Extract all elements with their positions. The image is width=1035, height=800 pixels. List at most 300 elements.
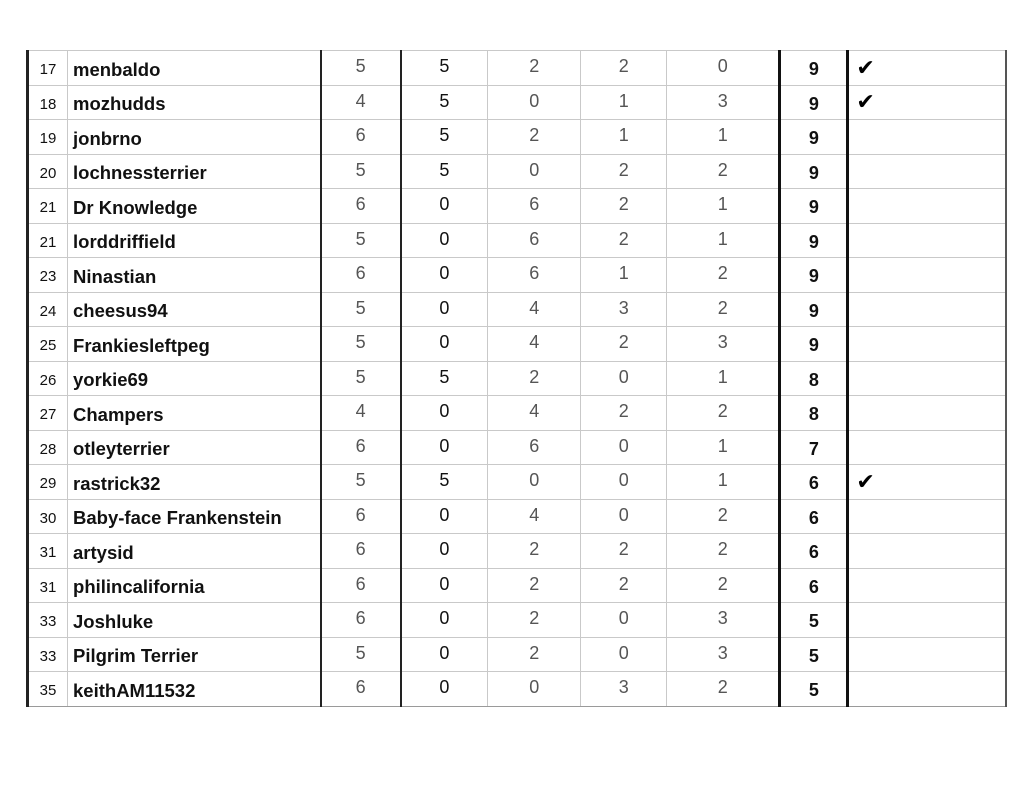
total-points-cell-text: 6 — [808, 473, 819, 494]
score-cell-1-text: 5 — [355, 366, 366, 387]
player-name-cell-text: artysid — [73, 541, 134, 563]
score-cell-3-text: 6 — [529, 228, 540, 249]
score-cell-4 — [581, 637, 667, 672]
player-name-cell — [68, 568, 321, 603]
position-cell — [28, 223, 68, 258]
score-cell-1-text: 6 — [355, 573, 366, 594]
score-cell-2 — [401, 637, 488, 672]
score-cell-3-text: 2 — [529, 56, 540, 77]
table-row — [28, 396, 1007, 431]
score-cell-5-text: 1 — [717, 366, 728, 387]
score-cell-2 — [401, 396, 488, 431]
player-name-cell — [68, 603, 321, 638]
score-cell-2 — [401, 499, 488, 534]
position-cell-text: 20 — [39, 164, 57, 182]
table-row — [28, 361, 1007, 396]
score-cell-2-text: 0 — [439, 435, 450, 456]
total-points-cell — [780, 258, 848, 293]
total-points-cell-text: 5 — [808, 611, 819, 632]
score-cell-3 — [488, 603, 581, 638]
table-row — [28, 154, 1007, 189]
table-row — [28, 568, 1007, 603]
score-cell-4-text: 2 — [618, 228, 629, 249]
score-cell-1-text: 4 — [355, 401, 366, 422]
position-cell — [28, 637, 68, 672]
score-cell-5 — [667, 258, 780, 293]
checkmark-icon: ✔ — [856, 89, 875, 115]
score-cell-4 — [581, 292, 667, 327]
total-points-cell-text: 9 — [808, 231, 819, 252]
score-cell-2-text: 0 — [439, 642, 450, 663]
total-points-cell-text: 9 — [808, 300, 819, 321]
table-row — [28, 603, 1007, 638]
score-cell-1 — [321, 499, 401, 534]
score-cell-2 — [401, 120, 488, 155]
score-cell-5-text: 0 — [717, 56, 728, 77]
position-cell-text: 31 — [39, 544, 57, 562]
score-cell-4-text: 0 — [618, 642, 629, 663]
table-row — [28, 292, 1007, 327]
score-cell-1-text: 5 — [355, 470, 366, 491]
score-cell-4 — [581, 396, 667, 431]
player-name-cell-text: Dr Knowledge — [73, 196, 198, 218]
player-name-cell — [68, 361, 321, 396]
score-cell-1 — [321, 568, 401, 603]
position-cell — [28, 258, 68, 293]
score-cell-1-text: 6 — [355, 263, 366, 284]
score-cell-2-text: 5 — [439, 159, 450, 180]
score-cell-2-text: 5 — [439, 125, 450, 146]
table-row — [28, 189, 1007, 224]
checkmark-cell — [848, 189, 1006, 224]
position-cell-text: 28 — [39, 440, 57, 458]
checkmark-icon: ✔ — [856, 468, 875, 494]
score-cell-2 — [401, 223, 488, 258]
position-cell-text: 29 — [39, 475, 57, 493]
score-cell-2 — [401, 327, 488, 362]
score-cell-1-text: 5 — [355, 228, 366, 249]
checkmark-cell — [848, 465, 1006, 500]
total-points-cell-text: 9 — [808, 59, 819, 80]
score-cell-4 — [581, 603, 667, 638]
table-row — [28, 499, 1007, 534]
score-cell-2-text: 0 — [439, 401, 450, 422]
player-name-cell — [68, 120, 321, 155]
score-cell-1 — [321, 534, 401, 569]
position-cell-text: 21 — [39, 233, 57, 251]
score-cell-1-text: 5 — [355, 159, 366, 180]
player-name-cell-text: Ninastian — [73, 265, 157, 287]
position-cell-text: 18 — [39, 95, 57, 113]
score-cell-1-text: 6 — [355, 608, 366, 629]
score-cell-4 — [581, 189, 667, 224]
player-name-cell-text: otleyterrier — [73, 438, 170, 460]
score-cell-4-text: 2 — [618, 56, 629, 77]
table-row — [28, 327, 1007, 362]
score-cell-5-text: 2 — [717, 504, 728, 525]
score-cell-4 — [581, 120, 667, 155]
score-cell-3 — [488, 361, 581, 396]
score-cell-3 — [488, 85, 581, 120]
table-row — [28, 430, 1007, 465]
score-cell-2-text: 5 — [439, 90, 450, 111]
position-cell-text: 27 — [39, 406, 57, 424]
player-name-cell-text: lochnessterrier — [73, 162, 207, 184]
score-cell-3-text: 6 — [529, 194, 540, 215]
score-cell-3-text: 2 — [529, 539, 540, 560]
position-cell — [28, 51, 68, 86]
total-points-cell — [780, 120, 848, 155]
score-cell-3-text: 4 — [529, 504, 540, 525]
score-cell-4-text: 0 — [618, 608, 629, 629]
checkmark-cell — [848, 223, 1006, 258]
player-name-cell-text: philincalifornia — [73, 576, 205, 598]
score-cell-1 — [321, 223, 401, 258]
score-cell-3 — [488, 223, 581, 258]
score-cell-5-text: 2 — [717, 539, 728, 560]
score-cell-1 — [321, 430, 401, 465]
checkmark-cell — [848, 327, 1006, 362]
score-cell-3-text: 2 — [529, 573, 540, 594]
score-cell-3-text: 2 — [529, 642, 540, 663]
score-cell-1-text: 5 — [355, 297, 366, 318]
total-points-cell-text: 7 — [808, 438, 819, 459]
checkmark-cell — [848, 603, 1006, 638]
score-cell-3 — [488, 499, 581, 534]
position-cell — [28, 499, 68, 534]
position-cell — [28, 154, 68, 189]
player-name-cell — [68, 534, 321, 569]
table-row — [28, 258, 1007, 293]
total-points-cell-text: 5 — [808, 680, 819, 701]
total-points-cell-text: 5 — [808, 645, 819, 666]
score-cell-3-text: 6 — [529, 263, 540, 284]
total-points-cell-text: 6 — [808, 576, 819, 597]
total-points-cell — [780, 361, 848, 396]
score-cell-3 — [488, 637, 581, 672]
score-cell-3 — [488, 465, 581, 500]
score-cell-4 — [581, 672, 667, 707]
score-cell-2-text: 0 — [439, 194, 450, 215]
score-cell-3-text: 2 — [529, 125, 540, 146]
score-cell-4-text: 2 — [618, 332, 629, 353]
total-points-cell-text: 8 — [808, 404, 819, 425]
position-cell — [28, 568, 68, 603]
player-name-cell-text: Champers — [73, 403, 164, 425]
position-cell-text: 21 — [39, 199, 57, 217]
position-cell-text: 19 — [39, 130, 57, 148]
player-name-cell — [68, 672, 321, 707]
score-cell-3-text: 4 — [529, 297, 540, 318]
score-cell-5 — [667, 327, 780, 362]
score-cell-5 — [667, 223, 780, 258]
score-cell-2 — [401, 603, 488, 638]
player-name-cell — [68, 85, 321, 120]
score-cell-1 — [321, 292, 401, 327]
score-cell-4 — [581, 499, 667, 534]
score-cell-3-text: 4 — [529, 332, 540, 353]
player-name-cell-text: yorkie69 — [73, 369, 149, 391]
score-cell-1-text: 6 — [355, 435, 366, 456]
table-row — [28, 85, 1007, 120]
score-cell-4-text: 0 — [618, 470, 629, 491]
score-cell-4-text: 0 — [618, 366, 629, 387]
score-cell-5 — [667, 154, 780, 189]
position-cell — [28, 465, 68, 500]
player-name-cell-text: Frankiesleftpeg — [73, 334, 210, 356]
checkmark-cell — [848, 568, 1006, 603]
total-points-cell-text: 6 — [808, 507, 819, 528]
score-cell-3 — [488, 430, 581, 465]
score-cell-3 — [488, 189, 581, 224]
player-name-cell-text: lorddriffield — [73, 231, 176, 253]
player-name-cell — [68, 430, 321, 465]
score-cell-4-text: 2 — [618, 159, 629, 180]
score-cell-1 — [321, 85, 401, 120]
total-points-cell — [780, 603, 848, 638]
score-cell-2-text: 5 — [439, 56, 450, 77]
score-cell-3 — [488, 51, 581, 86]
score-cell-2-text: 0 — [439, 332, 450, 353]
position-cell-text: 35 — [39, 682, 57, 700]
player-name-cell — [68, 327, 321, 362]
position-cell-text: 31 — [39, 578, 57, 596]
score-cell-4 — [581, 154, 667, 189]
score-cell-1 — [321, 396, 401, 431]
score-cell-5 — [667, 85, 780, 120]
score-cell-5 — [667, 568, 780, 603]
score-cell-2 — [401, 430, 488, 465]
score-cell-5 — [667, 120, 780, 155]
score-cell-5 — [667, 189, 780, 224]
score-cell-4-text: 3 — [618, 297, 629, 318]
score-cell-4 — [581, 258, 667, 293]
total-points-cell — [780, 568, 848, 603]
table-row — [28, 637, 1007, 672]
checkmark-cell — [848, 396, 1006, 431]
checkmark-cell — [848, 534, 1006, 569]
checkmark-cell — [848, 51, 1006, 86]
checkmark-cell — [848, 430, 1006, 465]
score-cell-3 — [488, 154, 581, 189]
checkmark-cell — [848, 120, 1006, 155]
score-cell-1 — [321, 637, 401, 672]
position-cell — [28, 396, 68, 431]
score-cell-2 — [401, 51, 488, 86]
score-cell-3-text: 0 — [529, 677, 540, 698]
score-cell-4-text: 0 — [618, 435, 629, 456]
position-cell-text: 30 — [39, 509, 57, 527]
total-points-cell — [780, 672, 848, 707]
score-cell-5 — [667, 672, 780, 707]
checkmark-cell — [848, 292, 1006, 327]
score-cell-3 — [488, 292, 581, 327]
score-cell-4-text: 2 — [618, 194, 629, 215]
player-name-cell-text: Joshluke — [73, 610, 154, 632]
player-name-cell-text: rastrick32 — [73, 472, 161, 494]
score-cell-5-text: 2 — [717, 401, 728, 422]
score-cell-2 — [401, 154, 488, 189]
score-cell-4 — [581, 361, 667, 396]
score-cell-1-text: 4 — [355, 90, 366, 111]
table-row — [28, 223, 1007, 258]
score-cell-1 — [321, 672, 401, 707]
total-points-cell — [780, 292, 848, 327]
checkmark-cell — [848, 672, 1006, 707]
score-cell-1 — [321, 327, 401, 362]
player-name-cell-text: jonbrno — [73, 127, 142, 149]
total-points-cell-text: 8 — [808, 369, 819, 390]
position-cell-text: 26 — [39, 371, 57, 389]
score-cell-1 — [321, 51, 401, 86]
total-points-cell — [780, 499, 848, 534]
score-cell-2-text: 5 — [439, 470, 450, 491]
score-cell-2 — [401, 85, 488, 120]
position-cell-text: 25 — [39, 337, 57, 355]
score-cell-3 — [488, 568, 581, 603]
checkmark-cell — [848, 258, 1006, 293]
total-points-cell-text: 9 — [808, 197, 819, 218]
position-cell — [28, 534, 68, 569]
player-name-cell-text: menbaldo — [73, 58, 161, 80]
score-cell-5 — [667, 637, 780, 672]
score-cell-1-text: 5 — [355, 332, 366, 353]
total-points-cell — [780, 154, 848, 189]
position-cell — [28, 120, 68, 155]
score-cell-5-text: 3 — [717, 90, 728, 111]
score-cell-5 — [667, 51, 780, 86]
score-cell-3 — [488, 672, 581, 707]
position-cell-text: 23 — [39, 268, 57, 286]
score-cell-1-text: 5 — [355, 642, 366, 663]
score-cell-2 — [401, 568, 488, 603]
total-points-cell-text: 9 — [808, 162, 819, 183]
score-cell-1 — [321, 465, 401, 500]
total-points-cell — [780, 637, 848, 672]
total-points-cell — [780, 85, 848, 120]
position-cell — [28, 85, 68, 120]
score-cell-1-text: 6 — [355, 504, 366, 525]
score-cell-3 — [488, 258, 581, 293]
player-name-cell — [68, 637, 321, 672]
score-cell-4-text: 2 — [618, 573, 629, 594]
score-cell-5-text: 3 — [717, 332, 728, 353]
score-cell-2 — [401, 292, 488, 327]
checkmark-cell — [848, 361, 1006, 396]
score-cell-5-text: 3 — [717, 642, 728, 663]
player-name-cell — [68, 223, 321, 258]
score-cell-1 — [321, 258, 401, 293]
score-cell-2 — [401, 534, 488, 569]
table-row — [28, 465, 1007, 500]
total-points-cell — [780, 534, 848, 569]
score-cell-2-text: 5 — [439, 366, 450, 387]
score-cell-1 — [321, 189, 401, 224]
score-cell-1 — [321, 603, 401, 638]
score-cell-3 — [488, 327, 581, 362]
score-cell-4-text: 2 — [618, 539, 629, 560]
total-points-cell — [780, 465, 848, 500]
score-cell-4 — [581, 465, 667, 500]
score-cell-5-text: 3 — [717, 608, 728, 629]
player-name-cell-text: cheesus94 — [73, 300, 168, 322]
player-name-cell — [68, 499, 321, 534]
score-cell-5 — [667, 430, 780, 465]
score-cell-4-text: 1 — [618, 263, 629, 284]
player-name-cell — [68, 465, 321, 500]
score-cell-5 — [667, 534, 780, 569]
score-cell-5-text: 1 — [717, 125, 728, 146]
score-cell-3 — [488, 396, 581, 431]
score-cell-5-text: 2 — [717, 677, 728, 698]
player-name-cell-text: Baby-face Frankenstein — [73, 507, 282, 529]
score-cell-4 — [581, 534, 667, 569]
position-cell-text: 33 — [39, 613, 57, 631]
score-cell-2-text: 0 — [439, 228, 450, 249]
standings-table-body — [28, 51, 1007, 707]
score-cell-4 — [581, 430, 667, 465]
position-cell — [28, 672, 68, 707]
table-row — [28, 120, 1007, 155]
score-cell-3-text: 2 — [529, 366, 540, 387]
player-name-cell — [68, 258, 321, 293]
total-points-cell — [780, 430, 848, 465]
total-points-cell — [780, 51, 848, 86]
score-cell-5 — [667, 361, 780, 396]
score-cell-4 — [581, 223, 667, 258]
checkmark-icon: ✔ — [856, 54, 875, 80]
score-cell-1 — [321, 361, 401, 396]
position-cell-text: 24 — [39, 302, 57, 320]
score-cell-2-text: 0 — [439, 677, 450, 698]
score-cell-4-text: 3 — [618, 677, 629, 698]
score-cell-5-text: 2 — [717, 263, 728, 284]
score-cell-1-text: 6 — [355, 677, 366, 698]
player-name-cell — [68, 189, 321, 224]
score-cell-4-text: 0 — [618, 504, 629, 525]
total-points-cell-text: 9 — [808, 335, 819, 356]
standings-table — [26, 50, 1007, 707]
position-cell — [28, 292, 68, 327]
total-points-cell — [780, 327, 848, 362]
total-points-cell — [780, 189, 848, 224]
score-cell-5 — [667, 465, 780, 500]
score-cell-2 — [401, 189, 488, 224]
table-row — [28, 534, 1007, 569]
position-cell — [28, 430, 68, 465]
score-cell-5-text: 2 — [717, 573, 728, 594]
score-cell-2-text: 0 — [439, 539, 450, 560]
score-cell-5 — [667, 292, 780, 327]
player-name-cell-text: Pilgrim Terrier — [73, 645, 199, 667]
score-cell-2-text: 0 — [439, 504, 450, 525]
score-cell-1-text: 6 — [355, 125, 366, 146]
score-cell-5 — [667, 603, 780, 638]
position-cell-text: 33 — [39, 647, 57, 665]
score-cell-5-text: 1 — [717, 470, 728, 491]
score-cell-2 — [401, 465, 488, 500]
score-cell-4 — [581, 568, 667, 603]
total-points-cell-text: 9 — [808, 128, 819, 149]
score-cell-4 — [581, 85, 667, 120]
score-cell-3 — [488, 534, 581, 569]
score-cell-4-text: 1 — [618, 125, 629, 146]
player-name-cell — [68, 396, 321, 431]
score-cell-1-text: 6 — [355, 539, 366, 560]
score-cell-3-text: 0 — [529, 470, 540, 491]
player-name-cell — [68, 292, 321, 327]
checkmark-cell — [848, 637, 1006, 672]
